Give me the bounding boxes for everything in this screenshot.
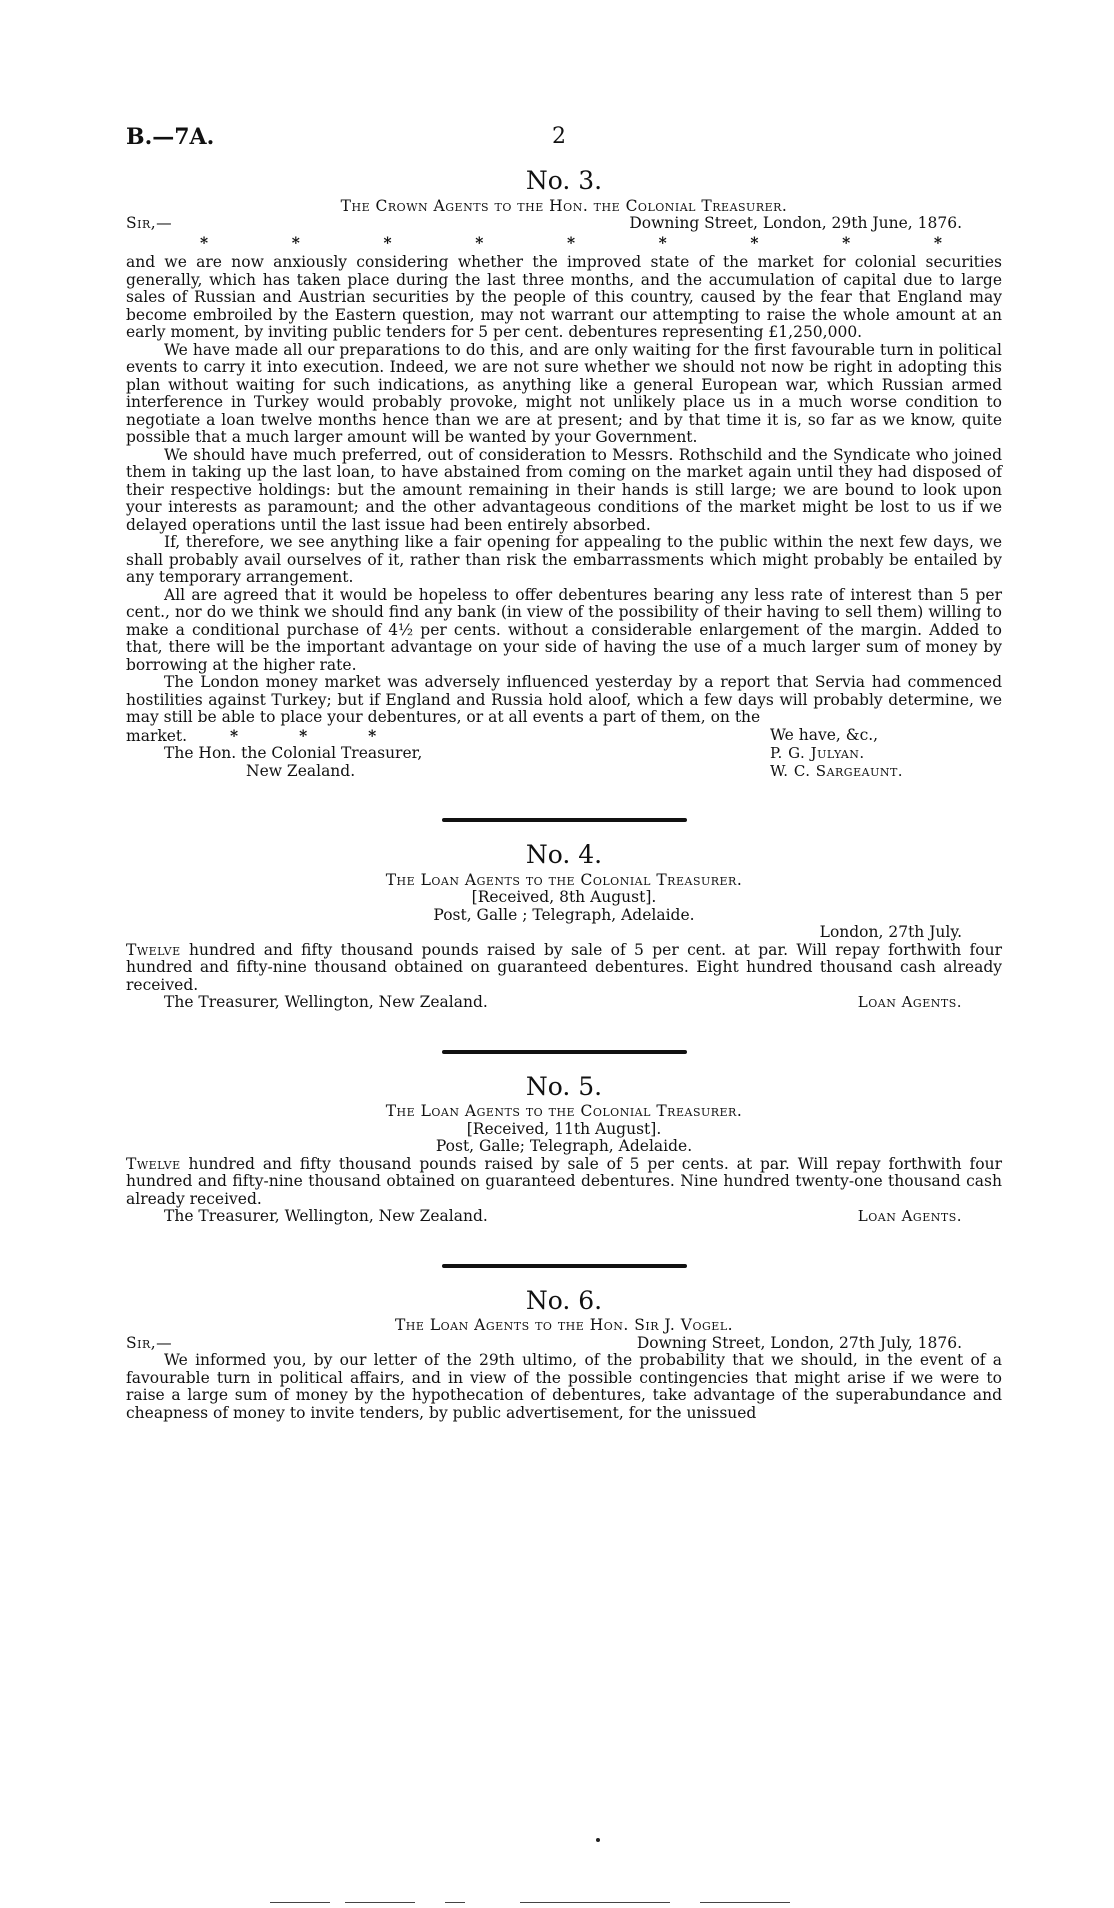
paragraph: The London money market was adversely influenced yesterday by a report that Servia had commenced hostilities against Turkey; but if England and Russia hold aloof, which a few days will probably determine, we may still be able to place your debentures, or at all events a part of them, on the — [126, 673, 1002, 726]
footer-rule — [270, 1902, 330, 1903]
star: * — [368, 725, 377, 745]
addressee: The Hon. the Colonial Treasurer, — [164, 744, 423, 762]
star: * — [475, 232, 484, 252]
letter-subtitle: The Loan Agents to the Colonial Treasurer. — [385, 870, 743, 889]
paragraph: If, therefore, we see anything like a fair opening for appealing to the public within the next few days, we shall probably avail ourselves of it, rather than risk the embarrassments which might probably be entailed by any temporary arrangement. — [126, 533, 1002, 586]
salutation: Sir,— — [126, 1333, 173, 1352]
letter-no-4 — [126, 840, 1002, 1012]
letter-subtitle: The Loan Agents to the Hon. Sir J. Vogel. — [394, 1316, 734, 1334]
section-divider — [442, 1264, 687, 1268]
paragraph: All are agreed that it would be hopeless to offer debentures bearing any less rate of interest than 5 per cent., nor do we think we should find any bank (in view of the possibility of their having to sell them) willing to make a conditional purchase of 4½ per cents. without a considerable enlargement of the margin. Added to that, there will be the important advantage on your side of having the use of a much larger sum of money by borrowing at the higher rate. — [126, 585, 1002, 674]
signature: Loan Agents. — [857, 993, 962, 1011]
footer-rule — [520, 1902, 670, 1903]
paragraph: We have made all our preparations to do this, and are only waiting for the first favourable turn in political events to carry it into execution. Indeed, we are not sure whether we should not now be right in adopting this plan without waiting for such indications, as anything like a general European war, which Russian armed interference in Turkey would probably provoke, might not unlikely place us in a much worse condition to negotiate a loan twelve months hence than we are at present; and by that time it is, so far as we know, quite possible that a much larger amount will be wanted by your Government. — [126, 340, 1002, 446]
addressee: The Treasurer, Wellington, New Zealand. — [164, 993, 488, 1011]
salutation: Sir,— — [126, 214, 173, 232]
footer-rule — [700, 1902, 790, 1903]
section-divider — [442, 818, 687, 822]
telegram-text — [126, 942, 1002, 995]
footer-rule — [445, 1902, 465, 1903]
star: * — [658, 232, 667, 252]
place-date: Downing Street, London, 29th June, 1876. — [629, 214, 962, 232]
telegram-body: hundred and fifty thousand pounds raised by sale of 5 per cents. at par. Will repay forthwith four hundred and fifty-nine thousand obtained on guaranteed debentures. Nine hundred twenty-one thousand cash already received. — [126, 1154, 1002, 1208]
omission-stars — [126, 234, 1002, 252]
last-line-text: market. — [126, 726, 188, 745]
addressee: New Zealand. — [246, 761, 356, 780]
letter-subtitle: The Loan Agents to the Colonial Treasurer. — [385, 1102, 743, 1120]
signature: Loan Agents. — [857, 1207, 962, 1225]
transmission-note: Post, Galle; Telegraph, Adelaide. — [435, 1137, 693, 1155]
received-note: [Received, 11th August]. — [466, 1119, 662, 1138]
signature: W. C. Sargeaunt. — [770, 761, 904, 780]
received-note: [Received, 8th August]. — [471, 888, 657, 906]
letter-heading: No. 5. — [525, 1071, 603, 1101]
star: * — [383, 232, 392, 252]
addressee: The Treasurer, Wellington, New Zealand. — [164, 1207, 488, 1225]
star: * — [933, 232, 942, 252]
transmission-note: Post, Galle ; Telegraph, Adelaide. — [433, 905, 695, 924]
star: * — [750, 232, 759, 252]
letter-heading: No. 4. — [525, 840, 603, 869]
paragraph: We should have much preferred, out of consideration to Messrs. Rothschild and the Syndicate who joined them in taking up the last loan, to have abstained from coming on the market again until they had disposed of their respective holdings: but the amount remaining in their hands is still large; we are bound to look upon your interests as paramount; and the other advantageous conditions of the market might be lost to us if we delayed operations until the last issue had been entirely absorbed. — [126, 445, 1002, 534]
star: * — [230, 725, 239, 745]
star: * — [299, 725, 308, 745]
section-divider — [442, 1050, 687, 1054]
document-body — [126, 166, 1002, 1422]
lead-word: Twelve — [126, 940, 181, 959]
place-date: Downing Street, London, 27th July, 1876. — [636, 1333, 962, 1352]
telegram-text — [126, 1156, 1002, 1209]
letter-no-6 — [126, 1285, 1002, 1423]
letter-subtitle: The Crown Agents to the Hon. the Colonial Treasurer. — [340, 196, 788, 215]
telegram-body: hundred and fifty thousand pounds raised by sale of 5 per cent. at par. Will repay forthwith four hundred and fifty-nine thousand obtained on guaranteed debentures. Eight hundred thousand cash already received. — [126, 940, 1002, 994]
signature: P. G. Julyan. — [770, 744, 865, 762]
place-date: London, 27th July. — [819, 923, 962, 941]
letter-heading: No. 3. — [525, 166, 603, 195]
closing: We have, &c., — [770, 725, 879, 744]
letter-no-3 — [126, 166, 1002, 780]
paragraph: and we are now anxiously considering whether the improved state of the market for colonial securities generally, which has taken place during the last three months, and the accumulation of capital due to large sales of Russian and Austrian securities by the people of this country, caused by the fear that England may become embroiled by the Eastern question, may not warrant our attempting to raise the whole amount at an early moment, by inviting public tenders for 5 per cent. debentures representing £1,250,000. — [126, 253, 1002, 341]
star: * — [291, 232, 300, 252]
lead-word: Twelve — [126, 1154, 181, 1173]
star: * — [566, 232, 576, 252]
letter-heading: No. 6. — [525, 1285, 603, 1315]
letter-no-5 — [126, 1071, 1002, 1226]
star: * — [200, 232, 209, 252]
page-number: 2 — [552, 124, 566, 149]
footer-rule — [345, 1902, 415, 1903]
star: * — [842, 232, 851, 252]
document-reference: B.—7A. — [126, 124, 215, 150]
page-mark — [596, 1838, 600, 1842]
paragraph: We informed you, by our letter of the 29th ultimo, of the probability that we should, in the event of a favourable turn in political affairs, and in view of the possible contingencies that might arise if we were to raise a large sum of money by the hypothecation of debentures, take advantage of the superabundance and cheapness of money to invite tenders, by public advertisement, for the unissued — [126, 1351, 1002, 1422]
